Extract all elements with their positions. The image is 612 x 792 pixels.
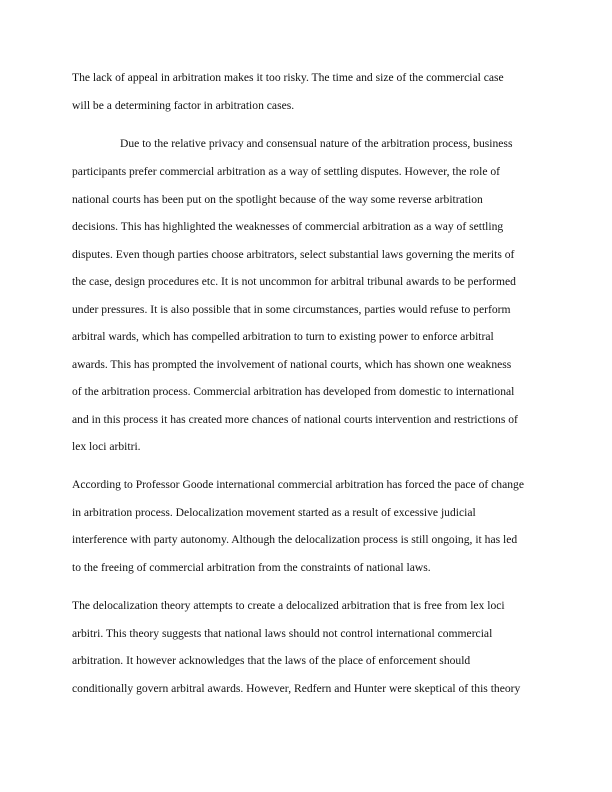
text-line: interference with party autonomy. Although the delocalization process is still ongoing, it has led bbox=[72, 533, 518, 546]
text-line: conditionally govern arbitral awards. However, Redfern and Hunter were skeptical of this theory bbox=[72, 682, 521, 695]
text-line: arbitri. This theory suggests that national laws should not control international commercial bbox=[72, 627, 493, 640]
text-line: in arbitration process. Delocalization movement started as a result of excessive judicial bbox=[72, 506, 476, 519]
text-line: The delocalization theory attempts to create a delocalized arbitration that is free from lex loci bbox=[72, 599, 505, 612]
text-line: disputes. Even though parties choose arbitrators, select substantial laws governing the merits of bbox=[72, 248, 515, 261]
text-line: lex loci arbitri. bbox=[72, 440, 141, 453]
text-line: decisions. This has highlighted the weaknesses of commercial arbitration as a way of settling bbox=[72, 220, 504, 233]
text-line: under pressures. It is also possible that in some circumstances, parties would refuse to perform bbox=[72, 303, 511, 316]
text-line: national courts has been put on the spotlight because of the way some reverse arbitration bbox=[72, 193, 483, 206]
text-line: to the freeing of commercial arbitration from the constraints of national laws. bbox=[72, 561, 431, 574]
text-line: awards. This has prompted the involvement of national courts, which has shown one weakness bbox=[72, 358, 512, 371]
text-line: According to Professor Goode international commercial arbitration has forced the pace of change bbox=[72, 478, 524, 491]
text-line: participants prefer commercial arbitration as a way of settling disputes. However, the role of bbox=[72, 165, 501, 178]
text-line: of the arbitration process. Commercial arbitration has developed from domestic to international bbox=[72, 385, 515, 398]
text-line: Due to the relative privacy and consensual nature of the arbitration process, business bbox=[120, 137, 513, 150]
text-line: the case, design procedures etc. It is not uncommon for arbitral tribunal awards to be performed bbox=[72, 275, 516, 288]
text-line: The lack of appeal in arbitration makes it too risky. The time and size of the commercial case bbox=[72, 71, 504, 84]
text-line: arbitration. It however acknowledges that the laws of the place of enforcement should bbox=[72, 654, 471, 667]
text-line: will be a determining factor in arbitration cases. bbox=[72, 99, 295, 112]
text-line: arbitral wards, which has compelled arbitration to turn to existing power to enforce arbitral bbox=[72, 330, 494, 343]
text-line: and in this process it has created more chances of national courts intervention and restrictions of bbox=[72, 413, 518, 426]
